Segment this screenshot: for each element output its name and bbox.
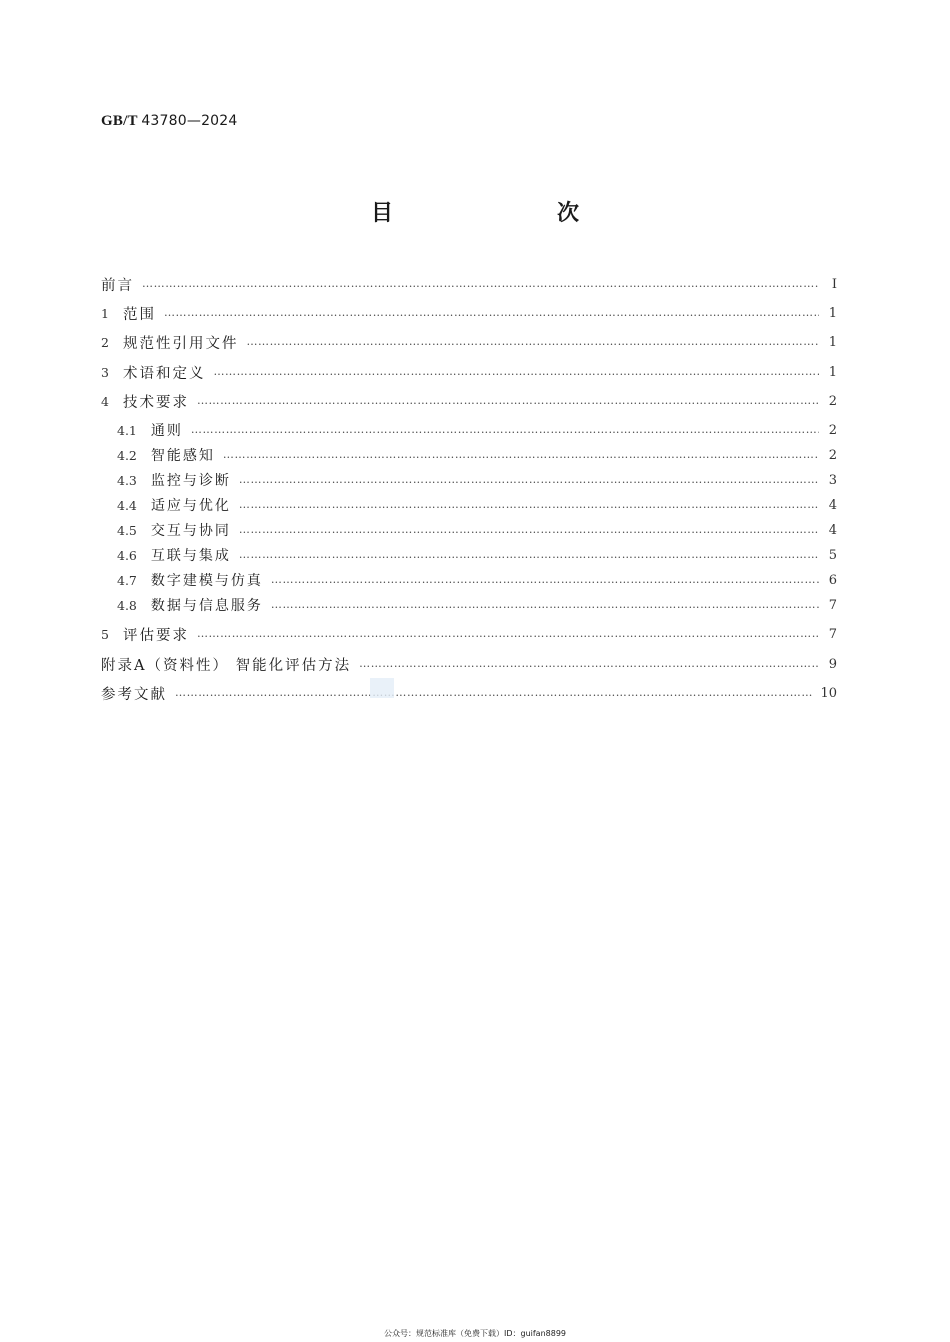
toc-leader-dots — [191, 418, 819, 442]
toc-leader-dots — [142, 272, 819, 296]
toc-entry-number: 1 — [101, 305, 109, 321]
toc-entry-number: 5 — [101, 626, 109, 642]
toc-entry-label: 范围 — [122, 306, 156, 323]
toc-entry-page: 1 — [828, 305, 837, 321]
toc-entry-label: 智能感知 — [150, 448, 215, 464]
toc-entry-label: 数据与信息服务 — [150, 598, 263, 614]
toc-entry-label: 评估要求 — [122, 627, 189, 644]
toc-entry[interactable] — [117, 418, 837, 442]
toc-entry-number: 3 — [101, 364, 109, 380]
toc-entry-label: 交互与协同 — [150, 523, 231, 539]
toc-leader-dots — [239, 518, 819, 542]
toc-entry-page: 1 — [828, 334, 837, 350]
footer-note: 公众号：规范标准库（免费下载）ID：guifan8899 — [383, 1329, 567, 1338]
toc-entry-label: 术语和定义 — [122, 365, 206, 382]
toc-entry-page: 4 — [828, 497, 837, 513]
toc-entry-label: 数字建模与仿真 — [150, 573, 263, 589]
watermark-logo — [370, 678, 394, 698]
toc-entry-label: 规范性引用文件 — [122, 335, 239, 352]
toc-entry[interactable] — [101, 272, 837, 296]
toc-entry-number: 4.6 — [117, 547, 137, 563]
toc-entry-page: 4 — [828, 522, 837, 538]
toc-entry-number: 4.8 — [117, 597, 137, 613]
toc-entry-page: 7 — [828, 597, 837, 613]
toc-entry-label: 前言 — [101, 277, 134, 294]
toc-entry-number: 4.4 — [117, 497, 137, 513]
toc-leader-dots — [271, 568, 819, 592]
toc-leader-dots — [239, 493, 819, 517]
toc-leader-dots — [246, 330, 819, 354]
toc-entry-number: 4 — [101, 393, 109, 409]
toc-entry-page: 6 — [828, 572, 837, 588]
toc-entry-page: Ⅰ — [831, 276, 837, 292]
toc-entry[interactable] — [117, 543, 837, 567]
toc-leader-dots — [175, 681, 812, 705]
toc-entry-page: 2 — [828, 393, 837, 409]
toc-entry-label: 互联与集成 — [150, 548, 231, 564]
toc-entry-label: 监控与诊断 — [150, 473, 231, 489]
toc-entry-label: 通则 — [150, 423, 183, 439]
toc-entry-number: 2 — [101, 334, 109, 350]
toc-entry-page: 10 — [820, 685, 837, 701]
standard-code-prefix: GB/T — [101, 113, 138, 129]
toc-entry[interactable] — [117, 493, 837, 517]
toc-entry[interactable] — [101, 330, 837, 354]
toc-entry[interactable] — [101, 360, 837, 384]
toc-entry[interactable] — [117, 593, 837, 617]
toc-entry[interactable] — [101, 301, 837, 325]
toc-entry-number: 4.2 — [117, 447, 137, 463]
toc-entry[interactable] — [101, 622, 837, 646]
toc-entry-label: 适应与优化 — [150, 498, 231, 514]
toc-entry-page: 2 — [828, 447, 837, 463]
toc-entry-label: 参考文献 — [101, 686, 167, 703]
page-title: 目 次 — [370, 201, 619, 226]
standard-code — [101, 113, 238, 130]
toc-leader-dots — [359, 652, 819, 676]
toc-entry-page: 1 — [828, 364, 837, 380]
toc-leader-dots — [164, 301, 819, 325]
toc-entry-label: 技术要求 — [122, 394, 189, 411]
toc-leader-dots — [239, 543, 819, 567]
toc-entry[interactable] — [117, 468, 837, 492]
standard-code-number: 43780—2024 — [141, 113, 238, 129]
toc-entry-number: 4.1 — [117, 422, 137, 438]
toc-leader-dots — [213, 360, 819, 384]
toc-leader-dots — [197, 622, 819, 646]
toc-entry-page: 9 — [828, 656, 837, 672]
toc-entry-number: 4.3 — [117, 472, 137, 488]
toc-entry-page: 3 — [828, 472, 837, 488]
toc-entry-page: 7 — [828, 626, 837, 642]
toc-entry-number: 4.5 — [117, 522, 137, 538]
toc-leader-dots — [223, 443, 819, 467]
toc-entry[interactable] — [117, 518, 837, 542]
toc-leader-dots — [197, 389, 819, 413]
toc-entry[interactable] — [101, 681, 837, 705]
toc-entry-number: 4.7 — [117, 572, 137, 588]
toc-entry[interactable] — [101, 652, 837, 676]
toc-leader-dots — [239, 468, 819, 492]
toc-leader-dots — [271, 593, 819, 617]
toc-entry[interactable] — [117, 443, 837, 467]
toc-entry-page: 5 — [828, 547, 837, 563]
toc-entry-page: 2 — [828, 422, 837, 438]
toc-entry[interactable] — [117, 568, 837, 592]
toc-entry-label: 附录A（资料性） 智能化评估方法 — [101, 657, 352, 674]
toc-entry[interactable] — [101, 389, 837, 413]
